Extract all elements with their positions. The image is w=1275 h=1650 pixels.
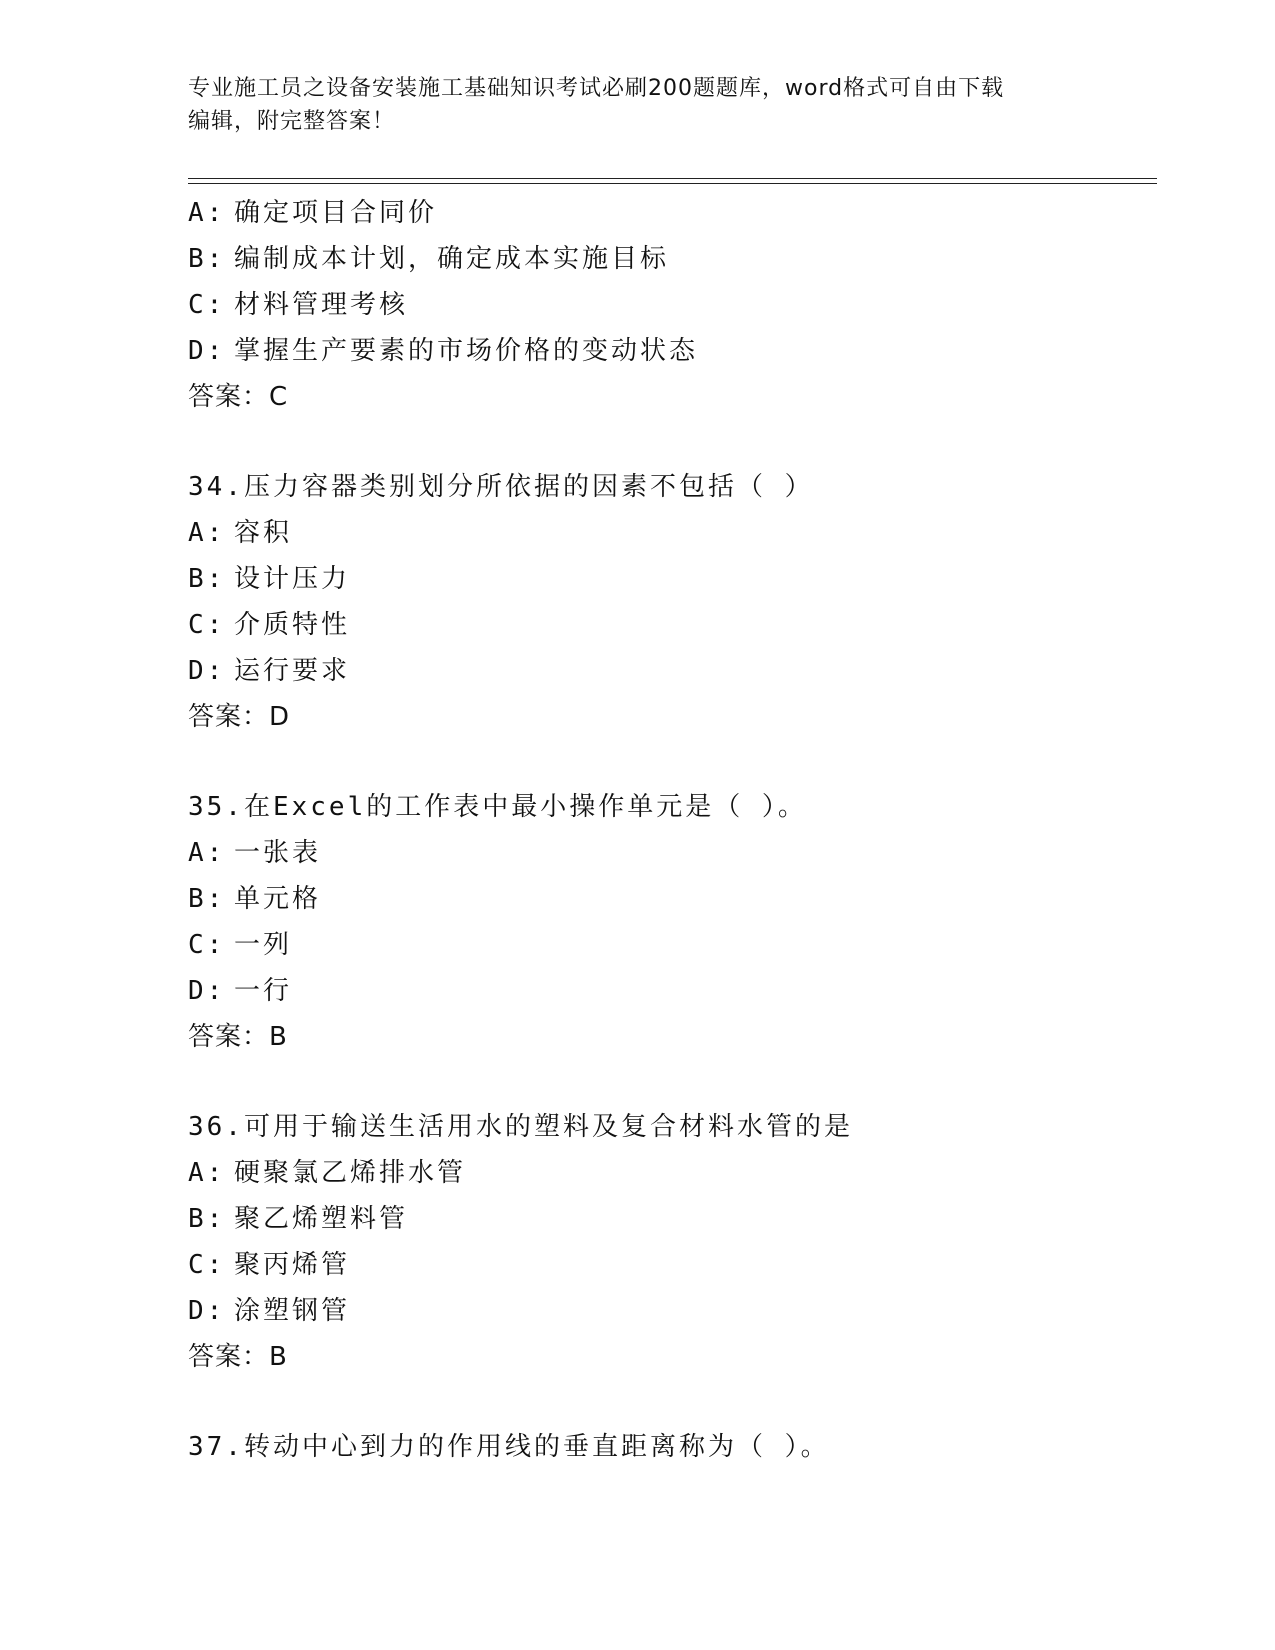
option-prefix: A: bbox=[188, 198, 226, 228]
answer-label: 答案：B bbox=[188, 1022, 288, 1052]
question-title: 34.压力容器类别划分所依据的因素不包括（ ） bbox=[188, 472, 814, 502]
option-prefix: D: bbox=[188, 1296, 226, 1326]
question-title: 37.转动中心到力的作用线的垂直距离称为（ ）。 bbox=[188, 1432, 830, 1462]
option-text: 设计压力 bbox=[234, 564, 351, 594]
option-d bbox=[188, 328, 1148, 374]
question-34 bbox=[188, 464, 1148, 740]
option-text: 一行 bbox=[234, 976, 293, 1006]
option-text: 容积 bbox=[234, 518, 293, 548]
option-prefix: C: bbox=[188, 610, 226, 640]
option-b bbox=[188, 1196, 1148, 1242]
option-text: 单元格 bbox=[234, 884, 322, 914]
option-a bbox=[188, 1150, 1148, 1196]
option-prefix: C: bbox=[188, 290, 226, 320]
option-b bbox=[188, 876, 1148, 922]
option-prefix: A: bbox=[188, 518, 226, 548]
option-text: 确定项目合同价 bbox=[234, 198, 438, 228]
option-a bbox=[188, 190, 1148, 236]
question-title: 35.在Excel的工作表中最小操作单元是（ ）。 bbox=[188, 792, 807, 822]
answer-label: 答案：D bbox=[188, 702, 291, 732]
document-header bbox=[188, 72, 1088, 138]
header-divider-top bbox=[188, 178, 1157, 179]
option-prefix: D: bbox=[188, 336, 226, 366]
option-text: 一列 bbox=[234, 930, 293, 960]
question-33 bbox=[188, 190, 1148, 420]
option-prefix: B: bbox=[188, 884, 226, 914]
option-prefix: D: bbox=[188, 976, 226, 1006]
option-prefix: B: bbox=[188, 1204, 226, 1234]
header-divider-bottom bbox=[188, 183, 1157, 184]
option-prefix: C: bbox=[188, 1250, 226, 1280]
option-c bbox=[188, 1242, 1148, 1288]
header-line-2: 编辑，附完整答案！ bbox=[188, 109, 396, 134]
option-text: 聚丙烯管 bbox=[234, 1250, 351, 1280]
option-text: 编制成本计划，确定成本实施目标 bbox=[234, 244, 670, 274]
option-prefix: C: bbox=[188, 930, 226, 960]
option-b bbox=[188, 556, 1148, 602]
header-line-1: 专业施工员之设备安装施工基础知识考试必刷200题题库，word格式可自由下载 bbox=[188, 76, 1005, 101]
option-text: 材料管理考核 bbox=[234, 290, 409, 320]
option-c bbox=[188, 922, 1148, 968]
option-a bbox=[188, 830, 1148, 876]
question-37 bbox=[188, 1424, 1148, 1470]
option-prefix: B: bbox=[188, 244, 226, 274]
option-a bbox=[188, 510, 1148, 556]
option-text: 运行要求 bbox=[234, 656, 351, 686]
option-d bbox=[188, 648, 1148, 694]
option-d bbox=[188, 968, 1148, 1014]
option-c bbox=[188, 602, 1148, 648]
question-36 bbox=[188, 1104, 1148, 1380]
question-list bbox=[188, 190, 1148, 1470]
option-c bbox=[188, 282, 1148, 328]
option-prefix: D: bbox=[188, 656, 226, 686]
option-d bbox=[188, 1288, 1148, 1334]
option-text: 硬聚氯乙烯排水管 bbox=[234, 1158, 467, 1188]
question-title: 36.可用于输送生活用水的塑料及复合材料水管的是 bbox=[188, 1112, 853, 1142]
option-prefix: A: bbox=[188, 1158, 226, 1188]
option-text: 掌握生产要素的市场价格的变动状态 bbox=[234, 336, 699, 366]
option-prefix: A: bbox=[188, 838, 226, 868]
option-text: 一张表 bbox=[234, 838, 322, 868]
option-text: 聚乙烯塑料管 bbox=[234, 1204, 409, 1234]
option-text: 涂塑钢管 bbox=[234, 1296, 351, 1326]
option-text: 介质特性 bbox=[234, 610, 351, 640]
option-prefix: B: bbox=[188, 564, 226, 594]
answer-label: 答案：B bbox=[188, 1342, 288, 1372]
answer-label: 答案：C bbox=[188, 382, 289, 412]
option-b bbox=[188, 236, 1148, 282]
question-35 bbox=[188, 784, 1148, 1060]
